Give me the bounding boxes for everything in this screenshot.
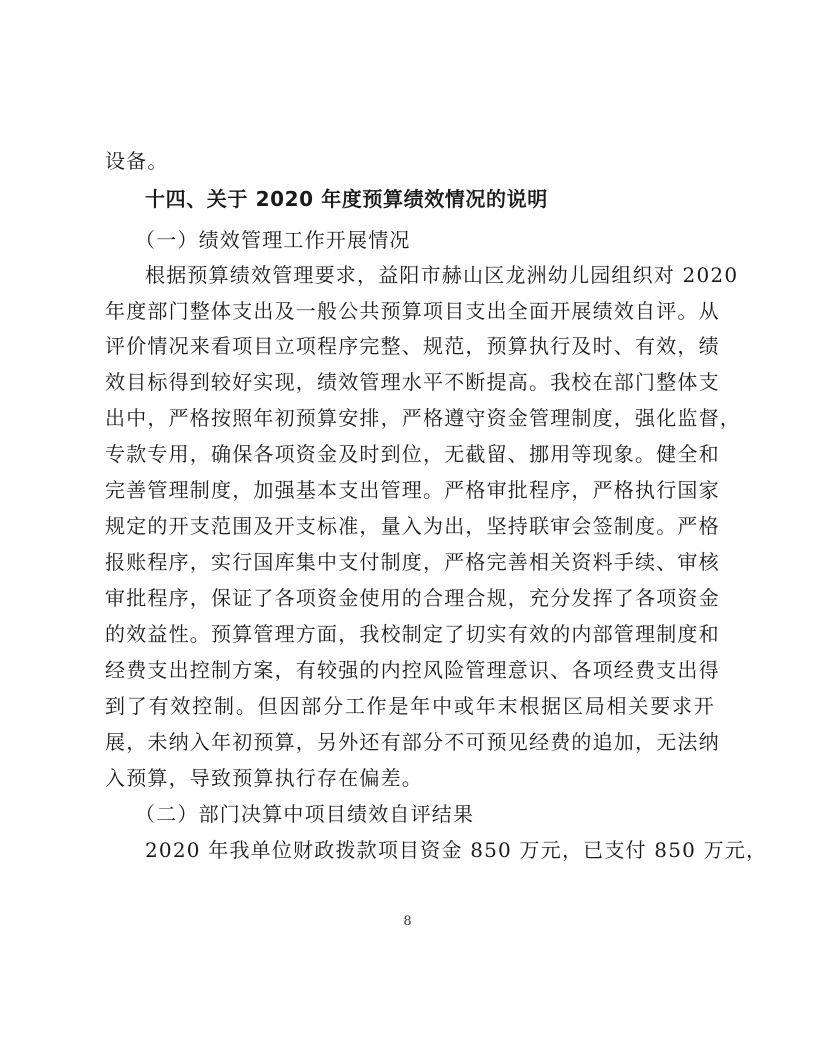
- paragraph-line: 审批程序，保证了各项资金使用的合理合规，充分发挥了各项资金: [105, 586, 720, 610]
- paragraph-line: 展，未纳入年初预算，另外还有部分不可预见经费的追加，无法纳: [105, 730, 720, 754]
- section-heading: 十四、关于 2020 年度预算绩效情况的说明: [145, 187, 548, 211]
- paragraph-line: 规定的开支范围及开支标准，量入为出，坚持联审会签制度。严格: [105, 514, 720, 538]
- subsection-heading-2: （二）部门决算中项目绩效自评结果: [135, 802, 475, 826]
- paragraph-line: 效目标得到较好实现，绩效管理水平不断提高。我校在部门整体支: [105, 370, 720, 394]
- paragraph-line: 根据预算绩效管理要求，益阳市赫山区龙洲幼儿园组织对 2020: [145, 263, 739, 287]
- page-number: 8: [403, 914, 412, 929]
- paragraph-line: 评价情况来看项目立项程序完整、规范，预算执行及时、有效，绩: [105, 334, 720, 358]
- paragraph-line: 到了有效控制。但因部分工作是年中或年末根据区局相关要求开: [105, 694, 715, 718]
- paragraph-line: 年度部门整体支出及一般公共预算项目支出全面开展绩效自评。从: [105, 299, 720, 323]
- paragraph-line-last: 入预算，导致预算执行存在偏差。: [105, 766, 423, 790]
- subsection-heading-1: （一）绩效管理工作开展情况: [135, 228, 411, 252]
- paragraph-line: 出中，严格按照年初预算安排，严格遵守资金管理制度，强化监督，: [105, 406, 741, 430]
- paragraph-line: 的效益性。预算管理方面，我校制定了切实有效的内部管理制度和: [105, 622, 720, 646]
- paragraph-line: 2020 年我单位财政拨款项目资金 850 万元，已支付 850 万元，: [145, 838, 768, 862]
- paragraph-line: 专款专用，确保各项资金及时到位，无截留、挪用等现象。健全和: [105, 442, 720, 466]
- text-line-continuation: 设备。: [105, 149, 169, 173]
- paragraph-line: 报账程序，实行国库集中支付制度，严格完善相关资料手续、审核: [105, 550, 720, 574]
- paragraph-line: 完善管理制度，加强基本支出管理。严格审批程序，严格执行国家: [105, 478, 720, 502]
- paragraph-line: 经费支出控制方案，有较强的内控风险管理意识、各项经费支出得: [105, 658, 720, 682]
